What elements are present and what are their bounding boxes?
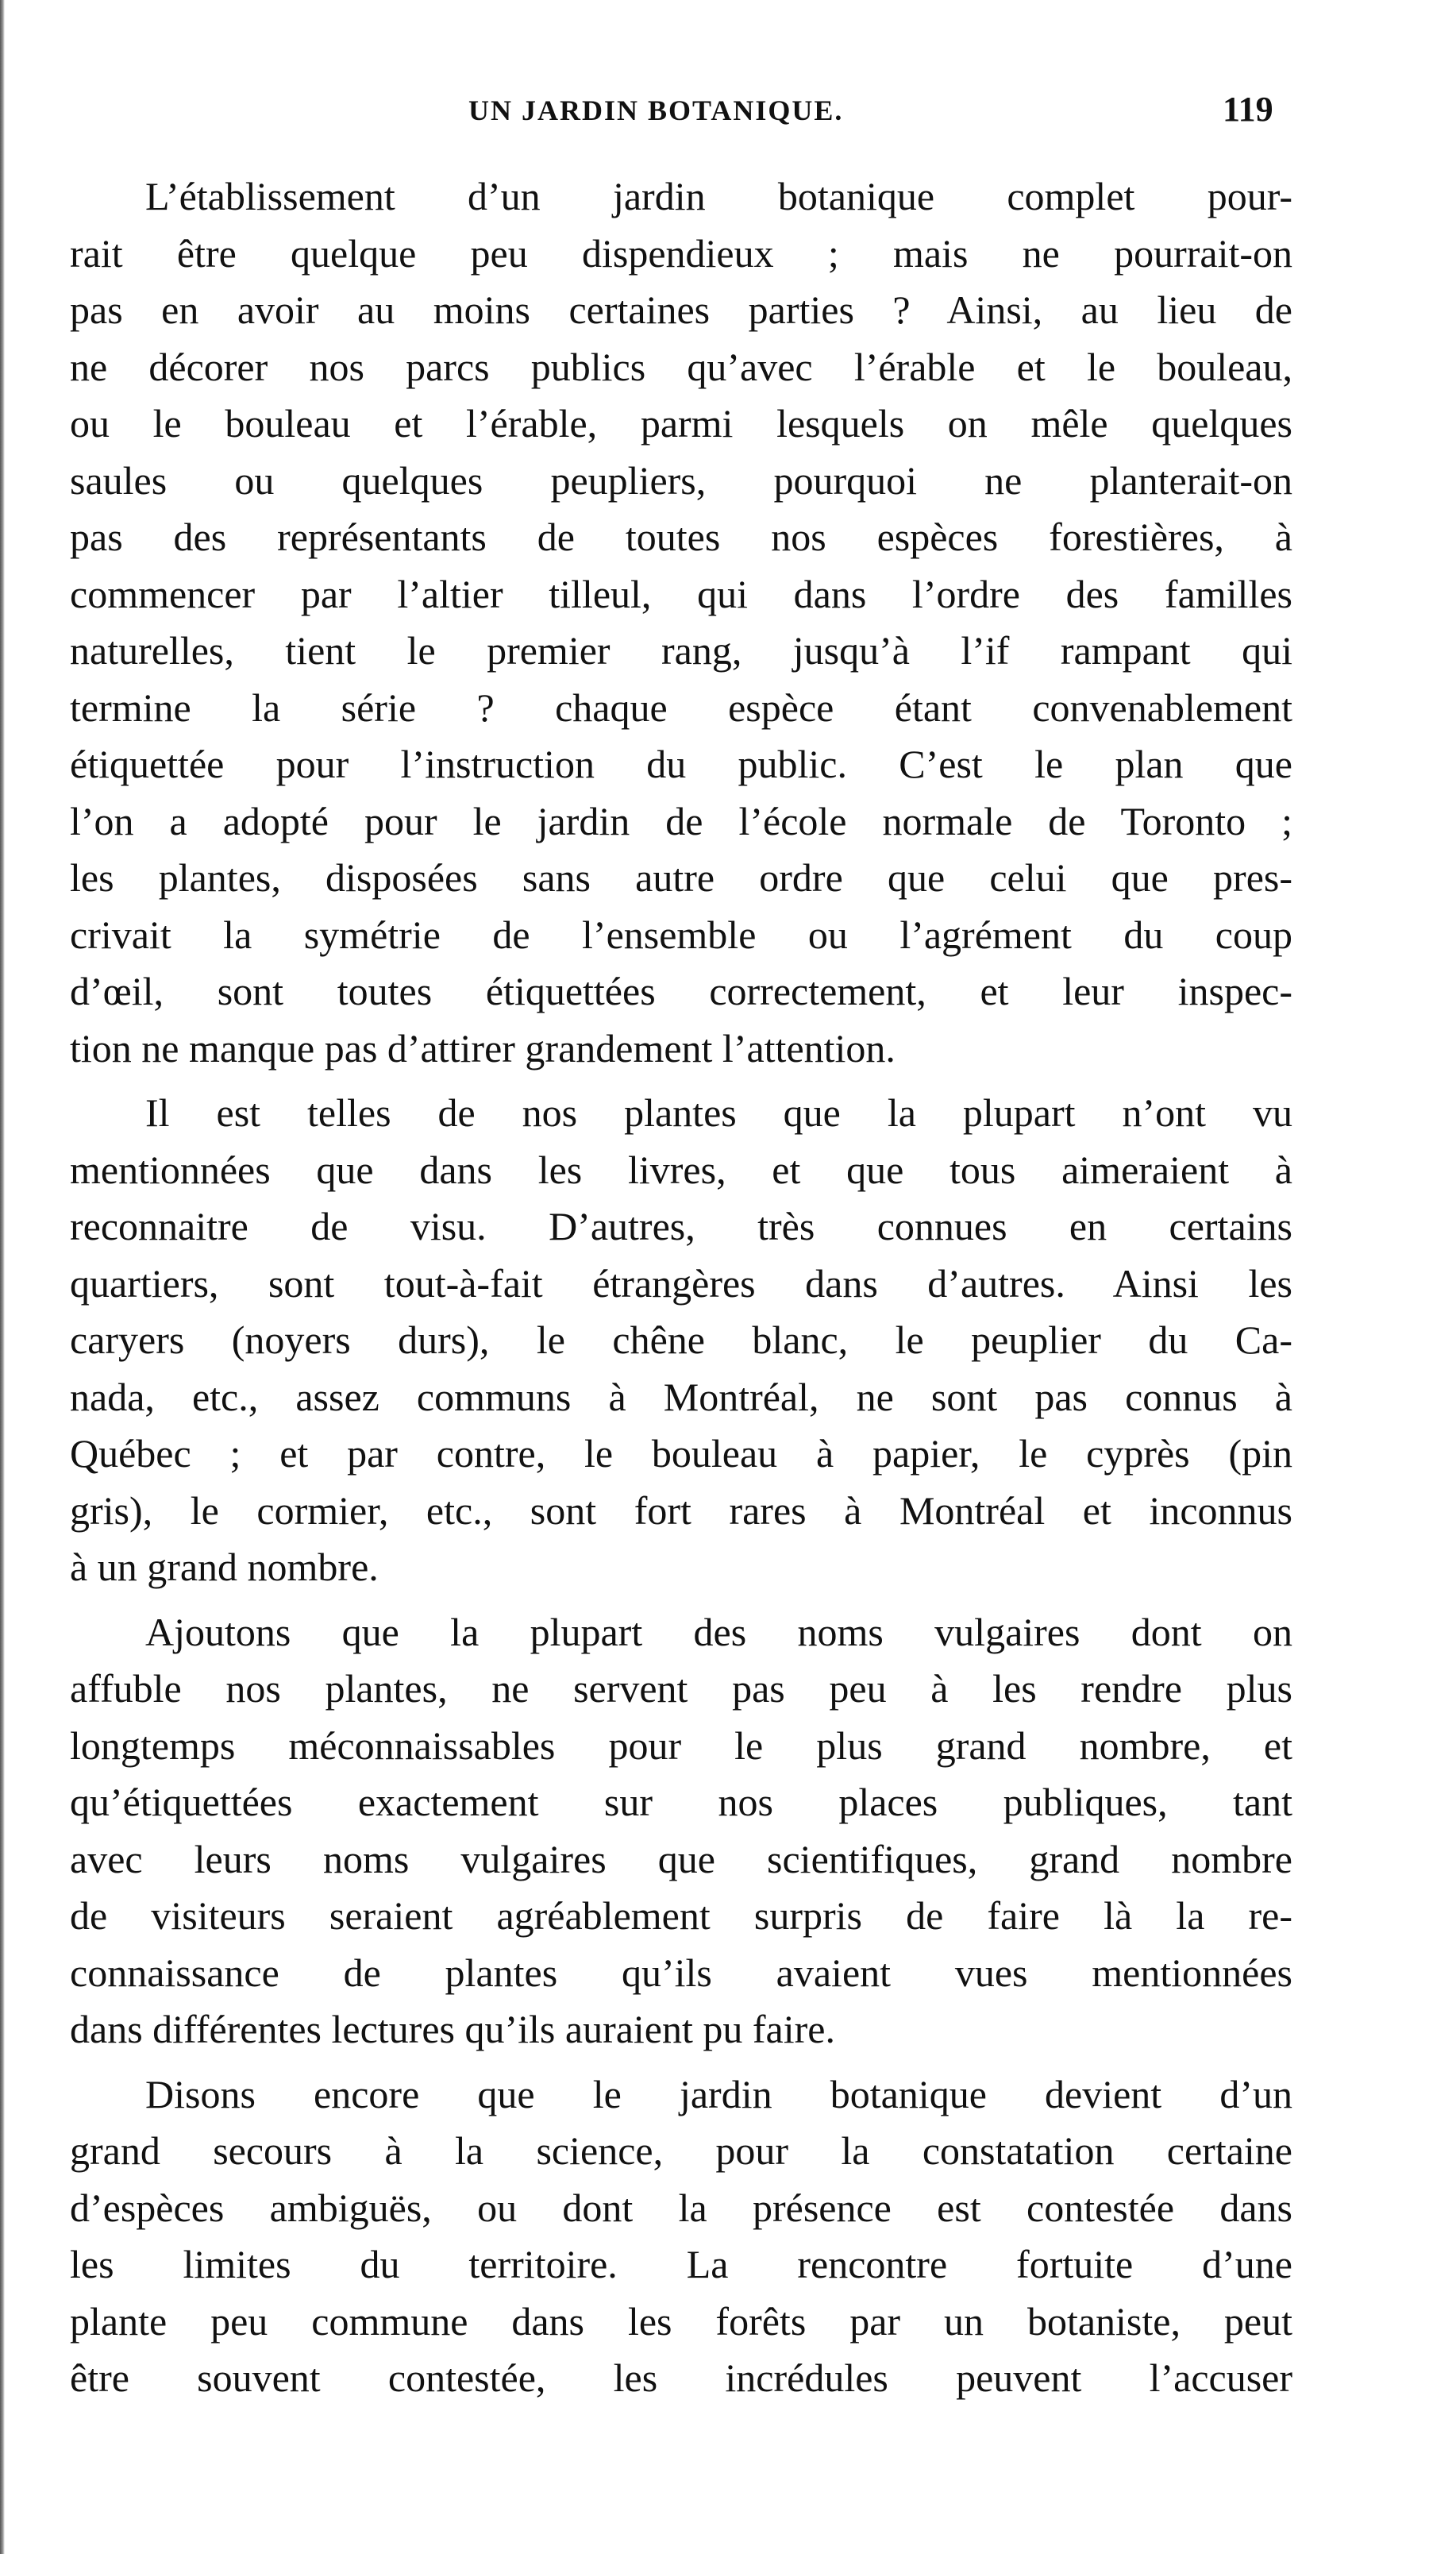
text-line: Ajoutons que la plupart des noms vulgaires dont on bbox=[145, 1609, 1292, 1654]
text-line: les limites du territoire. La rencontre fortuite d’une bbox=[70, 2242, 1292, 2286]
page-number: 119 bbox=[1223, 90, 1273, 129]
text-line: nada, etc., assez communs à Montréal, ne sont pas connus à bbox=[70, 1374, 1292, 1419]
text-line: L’établissement d’un jardin botanique complet pour- bbox=[145, 174, 1292, 218]
text-line: Québec ; et par contre, le bouleau à papier, le cyprès (pin bbox=[70, 1431, 1292, 1476]
text-line: de visiteurs seraient agréablement surpris de faire là la re- bbox=[70, 1893, 1292, 1938]
text-line: Disons encore que le jardin botanique devient d’un bbox=[145, 2071, 1292, 2116]
text-line: caryers (noyers durs), le chêne blanc, le peuplier du Ca- bbox=[70, 1318, 1292, 1362]
text-line: d’œil, sont toutes étiquettées correctement, et leur inspec- bbox=[70, 969, 1292, 1013]
text-line: ne décorer nos parcs publics qu’avec l’érable et le bouleau, bbox=[70, 344, 1292, 389]
text-line: l’on a adopté pour le jardin de l’école normale de Toronto ; bbox=[70, 798, 1292, 843]
text-line: avec leurs noms vulgaires que scientifiques, grand nombre bbox=[70, 1836, 1292, 1881]
text-line: gris), le cormier, etc., sont fort rares à Montréal et inconnus bbox=[70, 1487, 1292, 1533]
text-line: quartiers, sont tout-à-fait étrangères dans d’autres. Ainsi les bbox=[70, 1260, 1292, 1306]
text-line: naturelles, tient le premier rang, jusqu’à l’if rampant qui bbox=[70, 628, 1292, 673]
text-line: commencer par l’altier tilleul, qui dans l’ordre des familles bbox=[70, 571, 1292, 616]
text-line: dans différentes lectures qu’ils auraient pu faire. bbox=[70, 2007, 835, 2051]
text-line: crivait la symétrie de l’ensemble ou l’agrément du coup bbox=[70, 912, 1292, 957]
paragraph-1 bbox=[70, 168, 1292, 1077]
text-line: Il est telles de nos plantes que la plupart n’ont vu bbox=[145, 1090, 1292, 1135]
text-line: affuble nos plantes, ne servent pas peu à les rendre plus bbox=[70, 1666, 1292, 1711]
text-line: étiquettée pour l’instruction du public. C’est le plan que bbox=[70, 742, 1292, 786]
text-line: connaissance de plantes qu’ils avaient vues mentionnées bbox=[70, 1950, 1292, 1995]
text-line: pas en avoir au moins certaines parties ? Ainsi, au lieu de bbox=[70, 287, 1292, 332]
page-binding-edge bbox=[0, 0, 5, 2554]
paragraph-3 bbox=[70, 1604, 1292, 2058]
text-line: reconnaitre de visu. D’autres, très connues en certains bbox=[70, 1204, 1292, 1248]
text-line: mentionnées que dans les livres, et que tous aimeraient à bbox=[70, 1147, 1292, 1192]
text-line: à un grand nombre. bbox=[70, 1545, 379, 1589]
text-line: qu’étiquettées exactement sur nos places publiques, tant bbox=[70, 1780, 1292, 1824]
text-line: grand secours à la science, pour la constatation certaine bbox=[70, 2128, 1292, 2173]
text-line: tion ne manque pas d’attirer grandement l’attention. bbox=[70, 1025, 896, 1071]
text-line: rait être quelque peu dispendieux ; mais ne pourrait-on bbox=[70, 230, 1292, 276]
text-line: longtemps méconnaissables pour le plus grand nombre, et bbox=[70, 1723, 1292, 1768]
paragraph-4 bbox=[70, 2066, 1292, 2407]
text-line: saules ou quelques peupliers, pourquoi ne planterait-on bbox=[70, 457, 1292, 503]
paragraph-2 bbox=[70, 1085, 1292, 1596]
running-head: UN JARDIN BOTANIQUE. bbox=[468, 95, 844, 126]
text-line: ou le bouleau et l’érable, parmi lesquels on mêle quelques bbox=[70, 401, 1292, 446]
text-line: d’espèces ambiguës, ou dont la présence est contestée dans bbox=[70, 2185, 1292, 2230]
text-line: pas des représentants de toutes nos espèces forestières, à bbox=[70, 515, 1292, 559]
text-line: les plantes, disposées sans autre ordre que celui que pres- bbox=[70, 855, 1292, 900]
text-line: être souvent contestée, les incrédules peuvent l’accuser bbox=[70, 2355, 1292, 2400]
text-line: termine la série ? chaque espèce étant convenablement bbox=[70, 685, 1292, 730]
text-line: plante peu commune dans les forêts par un botaniste, peut bbox=[70, 2298, 1292, 2344]
body-text bbox=[70, 168, 1292, 2415]
